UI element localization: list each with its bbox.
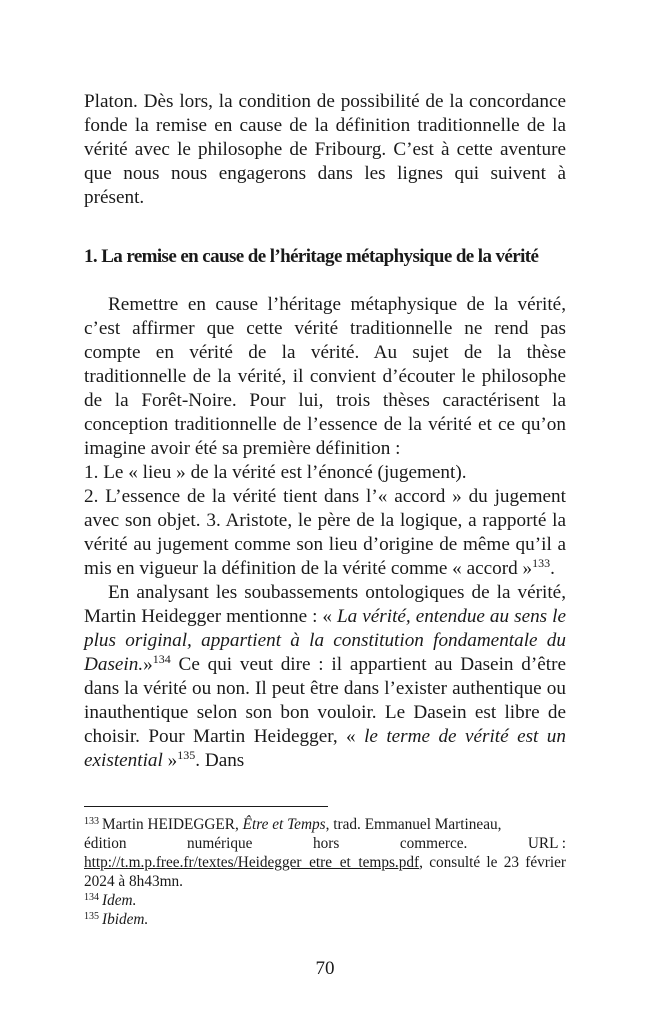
page-number: 70 [315, 958, 335, 979]
list-item-1: 1. Le « lieu » de la vérité est l’énoncé (jugement). [84, 462, 467, 483]
footnote-text: Ibidem. [102, 911, 149, 928]
footnote-author: Martin HEIDEGGER, [102, 816, 243, 833]
footnote-133 [84, 815, 566, 891]
footnotes [84, 815, 566, 929]
footnote-number: 135 [84, 911, 99, 922]
list-item-2 [84, 485, 566, 581]
footnote-text: Idem. [102, 892, 137, 909]
footnote-url-link[interactable]: http://t.m.p.free.fr/textes/Heidegger_etre_et_temps.pdf [84, 854, 420, 871]
paragraph-2-text-a: En analysant les soubassements ontologiques de la vérité, Martin Heidegger mentionne : « [84, 582, 566, 627]
footnote-translator: , trad. Emmanuel Martineau, [325, 816, 502, 833]
quote-existential: le terme de vérité est un existential [84, 726, 566, 771]
paragraph-2-text-c: Ce qui veut dire : il appartient au Dasein d’être dans la vérité ou non. Il peut être dans l’exister authentique ou inauthentique selon son bon vouloir. Le Dasein est libre de choisir. Pour Martin Heidegger, « [84, 654, 566, 747]
paragraph-2-text-e: . Dans [195, 750, 245, 771]
paragraph-2-text-b: » [143, 654, 153, 675]
section-heading: 1. La remise en cause de l’héritage métaphysique de la vérité [84, 246, 539, 267]
footnote-word: commerce. [399, 835, 468, 852]
paragraph-2-text-d: » [162, 750, 178, 771]
page-body [84, 90, 566, 773]
footnote-edition-line [84, 834, 566, 853]
quote-dasein: La vérité, entendue au sens le plus original, appartient à la constitution fondamentale du Dasein. [84, 606, 566, 675]
list-item-2-end: . [550, 558, 555, 579]
footnote-consulted: , consulté le 23 février 2024 à 8h43mn. [84, 854, 566, 890]
footnote-word: hors [312, 835, 340, 852]
footnote-word: URL : [527, 835, 566, 852]
footnote-book-title: Être et Temps [242, 816, 326, 833]
intro-paragraph: Platon. Dès lors, la condition de possibilité de la concordance fonde la remise en cause de la définition traditionnelle de la vérité avec le philosophe de Fribourg. C’est à cette aventure que nous nous engagerons dans les lignes qui suivent à présent. [84, 91, 566, 208]
footnote-ref-133[interactable]: 133 [532, 556, 551, 570]
list-item-2-text: 2. L’essence de la vérité tient dans l’« accord » du jugement avec son objet. 3. Aristote, le père de la logique, a rapporté la vérité au jugement comme son lieu d’origine de même qu’il a mis en vigueur la définition de la vérité comme « accord » [84, 486, 566, 579]
footnote-135 [84, 910, 566, 929]
footnote-number: 134 [84, 892, 99, 903]
paragraph-1: Remettre en cause l’héritage métaphysique de la vérité, c’est affirmer que cette vérité traditionnelle ne rend pas compte en vérité de la vérité. Au sujet de la thèse traditionnelle de la vérité, il convient d’écouter le philosophe de la Forêt-Noire. Pour lui, trois thèses caractérisent la conception traditionnelle de l’essence de la vérité et ce qu’on imagine avoir été sa première définition : [84, 294, 566, 459]
footnote-number: 133 [84, 816, 99, 827]
footnote-word: numérique [187, 835, 253, 852]
paragraph-2 [84, 581, 566, 773]
footnote-ref-134[interactable]: 134 [152, 652, 171, 666]
footnote-word: édition [84, 835, 127, 852]
footnote-134 [84, 891, 566, 910]
footnote-ref-135[interactable]: 135 [177, 748, 196, 762]
footnote-separator [84, 806, 328, 807]
